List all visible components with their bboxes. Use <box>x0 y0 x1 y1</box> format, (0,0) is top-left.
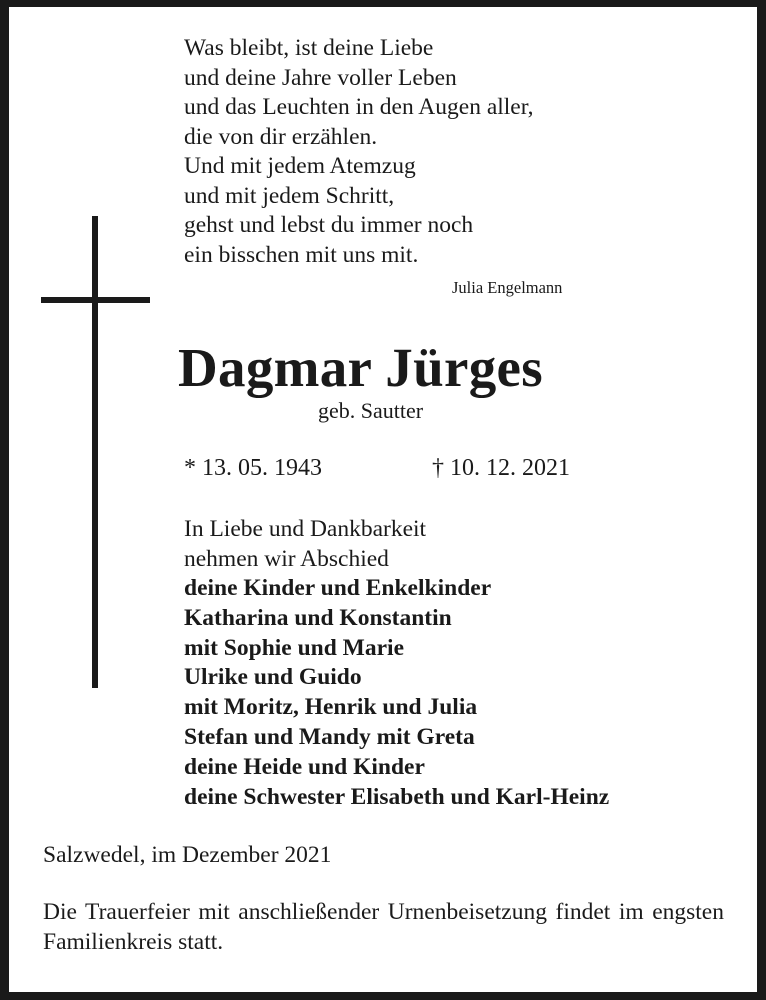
death-date: † 10. 12. 2021 <box>432 455 570 481</box>
family-line: Ulrike und Guido <box>184 664 362 691</box>
poem-line: und deine Jahre voller Leben <box>184 64 457 91</box>
family-line: mit Moritz, Henrik und Julia <box>184 694 478 721</box>
poem-line: Was bleibt, ist deine Liebe <box>184 35 434 61</box>
maiden-name: geb. Sautter <box>318 398 424 423</box>
family-line: mit Sophie und Marie <box>184 634 405 661</box>
cross-vertical-bar <box>92 216 98 688</box>
mourning-intro <box>184 515 426 574</box>
poem <box>184 34 534 270</box>
poem-author: Julia Engelmann <box>452 278 563 297</box>
poem-line: die von dir erzählen. <box>184 123 378 150</box>
poem-line: und das Leuchten in den Augen aller, <box>184 94 534 120</box>
poem-line: gehst und lebst du immer noch <box>184 212 474 238</box>
intro-line: nehmen wir Abschied <box>184 545 389 572</box>
deceased-name: Dagmar Jürges <box>178 337 543 398</box>
cross-horizontal-bar <box>41 297 150 303</box>
birth-date: * 13. 05. 1943 <box>184 455 322 481</box>
poem-line: und mit jedem Schritt, <box>184 182 395 209</box>
family-line: deine Kinder und Enkelkinder <box>184 575 492 601</box>
poem-line: ein bisschen mit uns mit. <box>184 241 419 268</box>
place-date: Salzwedel, im Dezember 2021 <box>43 842 332 868</box>
family-line: deine Heide und Kinder <box>184 753 425 780</box>
intro-line: In Liebe und Dankbarkeit <box>184 516 427 542</box>
family-line: Katharina und Konstantin <box>184 604 452 631</box>
family-line: Stefan und Mandy mit Greta <box>184 723 475 750</box>
family-list <box>184 574 609 812</box>
funeral-notice: Die Trauerfeier mit anschließender Urnenbeisetzung findet im engsten Familienkreis statt. <box>43 899 724 955</box>
poem-line: Und mit jedem Atemzug <box>184 153 416 179</box>
family-line: deine Schwester Elisabeth und Karl-Heinz <box>184 783 610 810</box>
